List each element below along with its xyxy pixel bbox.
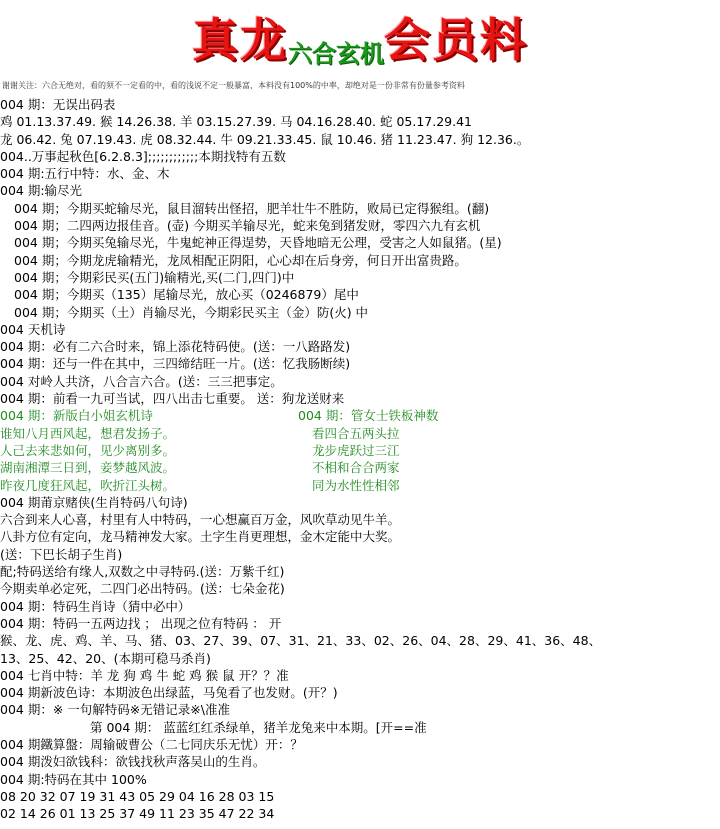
text-line: 004 期；今期买（135）尾输尽光，放心买（0246879）尾中 [14,287,359,303]
disclaimer-text: 谢谢关注：六合无绝对，看的须不一定看的中，看的浅说不定一般暴富，本料没有100%的中率，却绝对是一份非常有份量参考资料 [2,81,465,90]
text-line: 004 期；今期买兔输尽光，牛鬼蛇神正得逞势，天昏地暗无公理，受害之人如鼠猪。(星) [14,235,502,251]
text-line: 六合到来人心喜，村里有人中特码，一心想赢百万金，风吹草动见牛羊。 [0,512,401,528]
number-row: 02 14 26 01 13 25 37 49 11 23 35 47 22 34 [0,806,275,822]
text-line: 004 期：特码一五两边找 ； 出现之位有特码 ： 开 [0,615,282,631]
text-line: 004 期:输尽光 [0,183,83,199]
text-line: 鸡 01.13.37.49. 猴 14.26.38. 羊 03.15.27.39. 马 04.16.28.40. 蛇 05.17.29.41 [0,114,472,130]
text-line: (送：下巴长胡子生肖) [0,546,123,562]
text-line: 今期卖单必定死，二四门必出特码。(送：七朵金花) [0,581,285,597]
text-line: 004 期鐵算盤：周输破曹公（二七同庆乐无忧）开：？ [0,736,303,752]
text-line: 004 期：还与一件在其中，三四缔结旺一片。(送：忆我肠断续) [0,356,351,372]
text-line: 004 期新波色诗：本期波色出绿蓝，马兔看了也发财。(开？) [0,685,338,701]
poem-header-row [0,407,720,424]
right-poem-line: 同为水性性相邻 [312,477,400,493]
text-line: 004 期；今期彩民买(五门)输精光,买(二门,四门)中 [14,269,295,285]
text-line: 猴、龙、虎、鸡、羊、马、猪、03、27、39、07、31、21、33、02、26、04、28、29、41、36、48、 [0,633,602,649]
text-line: 004 期；二四两边报佳音。(壶) 今期买羊输尽光，蛇来兔到猪发财，零四六九有玄机 [14,218,481,234]
right-poem-title: 004 期：管女士铁板神数 [298,408,439,424]
text-line: 004 期：特码生肖诗（猜中必中） [0,598,191,614]
right-poem-line: 龙步虎跃过三江 [312,442,400,458]
header-banner [0,0,720,78]
text-line: 004..万事起秋色[6.2.8.3];;;;;;;;;;;;本期找特有五数 [0,148,286,164]
text-line: 第 004 期： 蓝蓝红红杀绿单，猪羊龙兔来中本期。[开==准 [90,719,427,735]
text-line: 龙 06.42. 兔 07.19.43. 虎 08.32.44. 牛 09.21.33.45. 鼠 10.46. 猪 11.23.47. 狗 12.36.。 [0,131,530,147]
poem-row [0,442,720,459]
text-line: 004 期泼妇欲钱科：欲钱找秋声落吴山的生肖。 [0,754,266,770]
text-line: 八卦方位有定向，龙马精神发大家。土字生肖更理想，金木定能中大奖。 [0,529,401,545]
poem-row [0,477,720,494]
text-line: 004 期:五行中特：水、金、木 [0,166,170,182]
title-left: 真龙 [192,13,288,67]
left-poem-line: 谁知八月西风起，想君发扬子。 [0,425,176,441]
title-mid: 六合玄机 [288,40,384,68]
poem-row [0,459,720,476]
text-line: 004 期：前看一九可当试，四八出击七重要。 送：狗龙送财来 [0,391,345,407]
left-poem-line: 人己去来悲如何，见少离别多。 [0,442,176,458]
text-line: 13、25、42、20、(本期可稳马杀肖) [0,650,211,666]
text-line: 004 七肖中特：羊 龙 狗 鸡 牛 蛇 鸡 猴 鼠 开？？准 [0,667,289,683]
number-row: 08 20 32 07 19 31 43 05 29 04 16 28 03 15 [0,788,275,804]
text-line: 004 期：无误出码表 [0,97,116,112]
text-line: 配;特码送给有缘人,双数之中寻特码.(送：万紫千红) [0,564,285,580]
text-line: 004 期；今期买蛇输尽光，鼠目溜转出怪招，肥羊壮牛不胜防，败局已定得猴组。(翻) [14,200,490,216]
poem-row [0,425,720,442]
text-line: 004 天机诗 [0,321,66,337]
title-right: 会员料 [384,13,528,67]
left-poem-title: 004 期：新版白小姐玄机诗 [0,408,153,424]
text-line: 004 期:特码在其中 100% [0,771,147,787]
left-poem-line: 湖南湘潭三日到，妾梦越风波。 [0,460,176,476]
right-poem-line: 不相和合合两家 [312,460,400,476]
text-line: 004 期：必有二六合时来，锦上添花特码使。(送：一八路路发) [0,339,351,355]
content-body [0,96,720,822]
left-poem-line: 昨夜几度狂风起，吹折江头树。 [0,477,176,493]
page-title [0,4,720,70]
right-poem-line: 看四合五两头拉 [312,425,400,441]
text-line: 004 期；今期龙虎输精光，龙凤相配正阴阳，心心却在后身旁，何日开出富贵路。 [14,252,467,268]
text-line: 004 期；今期买（土）肖输尽光，今期彩民买主（金）防(火) 中 [14,304,369,320]
text-line: 004 对岭人共济，八合言六合。(送：三三把事定。 [0,373,283,389]
text-line: 004 期：※ 一句解特码※无错记录※\准准 [0,702,230,718]
text-line: 004 期莆京赌侠(生肖特码八句诗) [0,494,188,510]
